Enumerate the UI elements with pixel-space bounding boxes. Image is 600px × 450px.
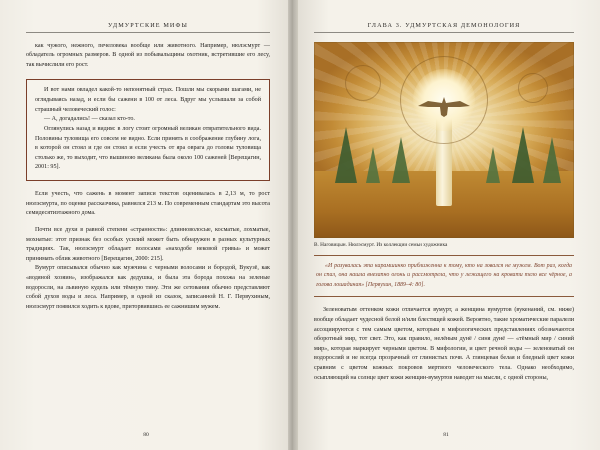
figure	[314, 42, 574, 249]
right-running-head: ГЛАВА 3. УДМУРТСКАЯ ДЕМОНОЛОГИЯ	[367, 22, 521, 29]
book-gutter	[288, 0, 298, 450]
left-running-head: УДМУРТСКИЕ МИФЫ	[108, 22, 188, 29]
quote-line: Оглянулись назад и видим: в логу стоит огромный великан отвратительного вида. Половины туловища его совсем не видно. Если принять в соображение глубину лога, в которой он стоял и где он стоял и если учесть от яра оврага до головы туловища столько же, то выходит, что вышиною великана была около 100 саженей [Верещагин, 2001: 95].	[35, 125, 261, 171]
figure-caption: В. Наговицын. Нюлэсмурт. Из коллекции семьи художника	[314, 241, 448, 248]
left-page	[0, 0, 292, 450]
paragraph: Зеленоватым оттенком кожи отличается вумурт, а женщина вумуртов (вукенаний, см. ниже) вообще обладает чудесной белой и/или блестящей кожей. Вероятно, такие хроматические паралели ассоциируются с тем самым цветом, которым в мифологических представлениях обозначаются оборотный мир, тот свет. Это, как правило, нелёным дунё / синя дунё — «тёмный мир / синий мир», которая маркирует черными цветом. В мифологии, и цвет речной воды — зеленоватый он водоросляй и не всегда прозрачный от глинистых почв. А глянцевая белая и бледный цвет кожи сравним с цветом кожных покровов мертвого человеческого тела. Однако необходимо, осыпляющий на солнце цвет кожи женщин-вумуртов наводит на мысли, с одной стороны,	[314, 307, 574, 381]
epigraph-text: «И разувалась эта карамшинко приближенна к тому, кто на зовался не мужем. Вот раз, когда он спал, она нашла внезапно огонь и рассмотрела, что у лежащего на кровати тело все чёрное, а голова лошадиная» [Первухин, 1889–4: 80].	[316, 263, 572, 288]
illustration-frame	[314, 42, 574, 238]
paragraph: как чужого, нежного, печеловека вообще или животного. Например, нюлэсмурт — обладатель огромных размеров. В одной из побывальщины охотник, встретившие его лесу, так вычислили его рост.	[26, 42, 270, 68]
paragraph-gap	[26, 219, 270, 226]
epigraph-block	[314, 255, 574, 297]
right-header-rule	[314, 32, 574, 33]
paragraph: Почти все духи в равной степени «странности»: длинноволосые, косматые, лохматые, мохнатые: этот признак без особых усилий может быть обнаружен в разных культурных традициях. Так, нюлэсмурт обладает волосами «находобе нековой гривы» и может принимать облик животного [Верещагин, 2000: 215].	[26, 226, 270, 262]
right-folio: 81	[443, 432, 449, 438]
paragraph: Если учесть, что сажень в момент записи текстов оценивалась в 2,13 м, то рост нюлэсмурта, по оценке рассказчика, равнялся 213 м. По современным стандартам это высота семидесятиэтажного дома.	[26, 191, 270, 217]
quote-line: И вот нами овладел какой-то непонятный страх. Пошли мы скорыми шагами, не оглядываясь назад, и если бы сажени в 100 от леса. Вдруг мы услышали за собой страшный человеческий голос:	[35, 87, 261, 113]
left-folio: 80	[143, 432, 149, 438]
quote-box	[26, 79, 270, 181]
quote-line: — А, догадались! — сказал кто-то.	[44, 116, 135, 123]
left-header-rule	[26, 32, 270, 33]
illustration-nyulesmurt	[314, 42, 574, 238]
paragraph: Вумурт описывался обычно как мужчина с черными волосами и бородой, Вукузё, как «водяной хозяин», изображался как дедушка, и была эта борода похожа на зеленые водоросли, на львиную кудель или тёмную тину. Эти же сетования обычно представляют собой духов воды и леса. Например, в одной из сказок, записанной Н. Г. Первухиным, нюлэсмурт появился ходить к вдове, приторвившись ее сажнишим мужем.	[26, 265, 270, 310]
right-page	[292, 0, 600, 450]
